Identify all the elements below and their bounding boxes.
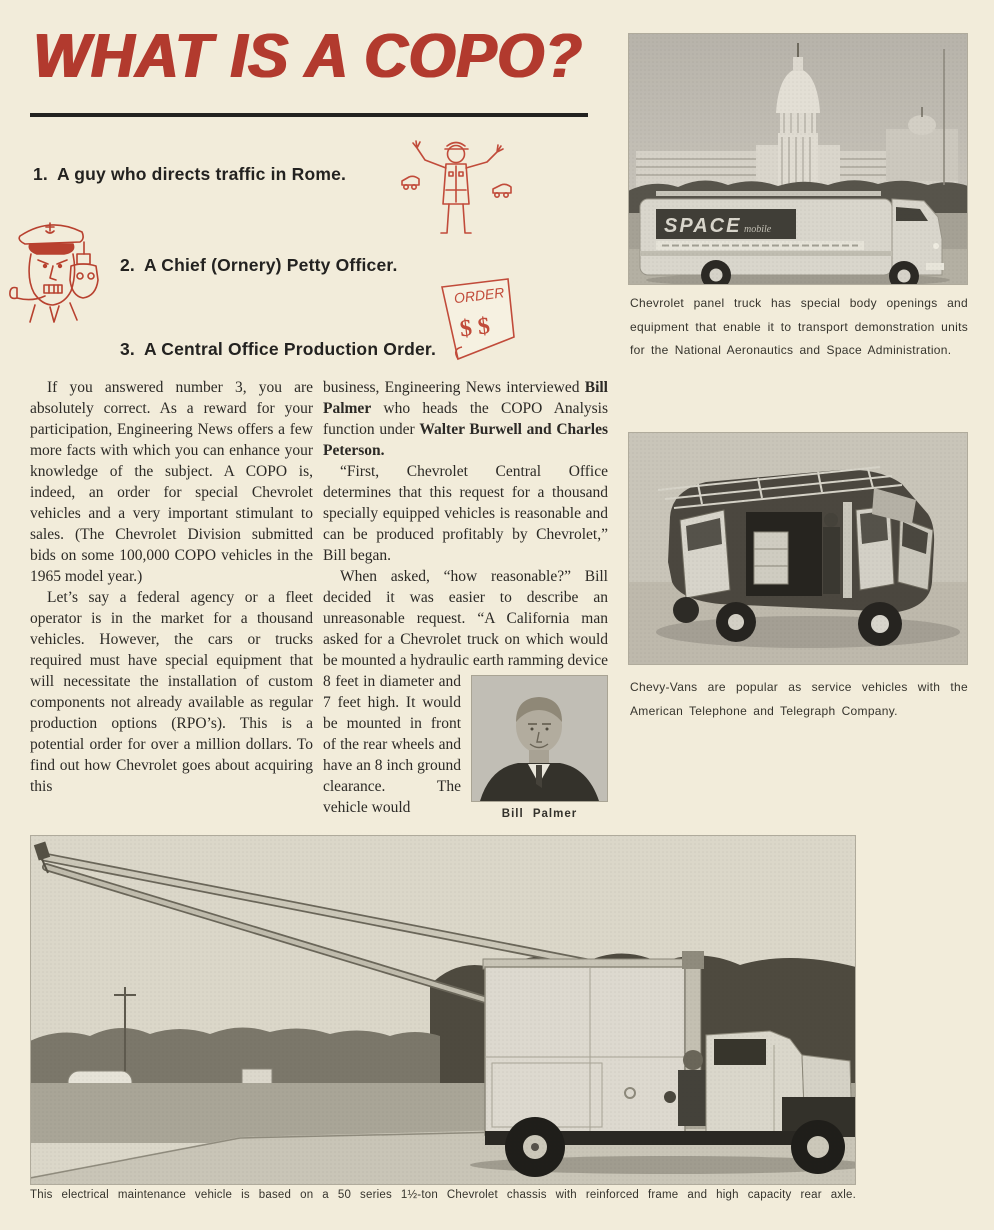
order-paper-cartoon <box>428 271 520 374</box>
quiz-number: 2. <box>120 255 135 275</box>
article-right-column <box>323 377 608 827</box>
sailor-cartoon <box>0 208 106 341</box>
quiz-number: 1. <box>33 164 48 184</box>
maintenance-truck-caption: This electrical maintenance vehicle is based on a 50 series 1½-ton Chevrolet chassis with reinforced frame and high capacity rear axle. <box>30 1189 856 1201</box>
quiz-label: A guy who directs traffic in Rome. <box>57 164 347 184</box>
page-title: WHAT IS A COPO? <box>33 21 583 91</box>
quiz-label: A Central Office Production Order. <box>144 339 437 359</box>
nasa-truck-caption: Chevrolet panel truck has special body openings and equipment that enable it to transport demonstration units for the National Aeronautics and Space Administration. <box>630 296 968 357</box>
paragraph: Let’s say a federal agency or a fleet operator is in the market for a thousand vehicles. However, the cars or trucks required must have special equipment that will necessitate the installation of custom components not already available as regular production options (RPO’s). This is a potential order for over a million dollars. To find out how Chevrolet goes about acquiring this <box>30 589 313 795</box>
quiz-item-3 <box>120 339 436 360</box>
traffic-cop-cartoon <box>398 131 516 248</box>
quiz-item-1 <box>33 164 346 185</box>
title-rule <box>30 113 588 117</box>
quiz-label: A Chief (Ornery) Petty Officer. <box>144 255 398 275</box>
pipe <box>10 288 45 300</box>
sailor-face <box>29 254 75 305</box>
quiz-item-2 <box>120 255 398 276</box>
text-run: business, Engineering News interviewed <box>323 379 585 396</box>
order-paper-amount: $ $ <box>458 313 492 343</box>
text-run: 8 feet in diameter and 7 feet high. It would be mounted in front of the rear wheels and have an 8 inch ground clearance. The vehicle would <box>323 673 461 816</box>
truck-space-label: SPACE <box>664 215 742 237</box>
cop-head <box>448 146 465 163</box>
paragraph <box>323 377 608 461</box>
text-run: who heads the COPO Analysis function under <box>323 400 608 438</box>
chevy-van-caption: Chevy-Vans are popular as service vehicles with the American Telephone and Telegraph Company. <box>630 680 968 718</box>
text-run-bold: Walter Burwell and Charles Peterson. <box>323 421 608 459</box>
paragraph <box>323 566 608 818</box>
chevy-van-photo <box>628 432 968 665</box>
bill-palmer-caption: Bill Palmer <box>501 808 578 820</box>
article-left-column <box>30 377 313 797</box>
paragraph: “First, Chevrolet Central Office determines that this request for a thousand specially equipped vehicles is reasonable and can be produced profitably by Chevrolet,” Bill began. <box>323 463 608 564</box>
order-paper-title: ORDER <box>453 284 506 307</box>
text-run-bold: Bill Palmer <box>323 379 608 417</box>
nasa-truck-photo <box>628 33 968 285</box>
maintenance-truck-photo <box>30 835 856 1185</box>
toy-car-left <box>402 176 419 185</box>
bill-palmer-photo <box>471 675 608 825</box>
paragraph: If you answered number 3, you are absolutely correct. As a reward for your participation, Engineering News offers a few more facts with which you can enhance your knowledge of the subject. A COPO is, indeed, an order for special Chevrolet vehicles and a very important stimulant to sales. (The Chevrolet Division submitted bids on some 100,000 COPO vehicles in the 1965 model year.) <box>30 379 313 585</box>
text-run: When asked, “how reasonable?” Bill decided it was easier to describe an unreasonable request. “A California man asked for a Chevrolet truck on which would be mounted a hydraulic earth ramming device <box>323 568 608 669</box>
quiz-number: 3. <box>120 339 135 359</box>
truck-mobile-label: mobile <box>744 224 772 235</box>
toy-car-right <box>493 184 511 193</box>
